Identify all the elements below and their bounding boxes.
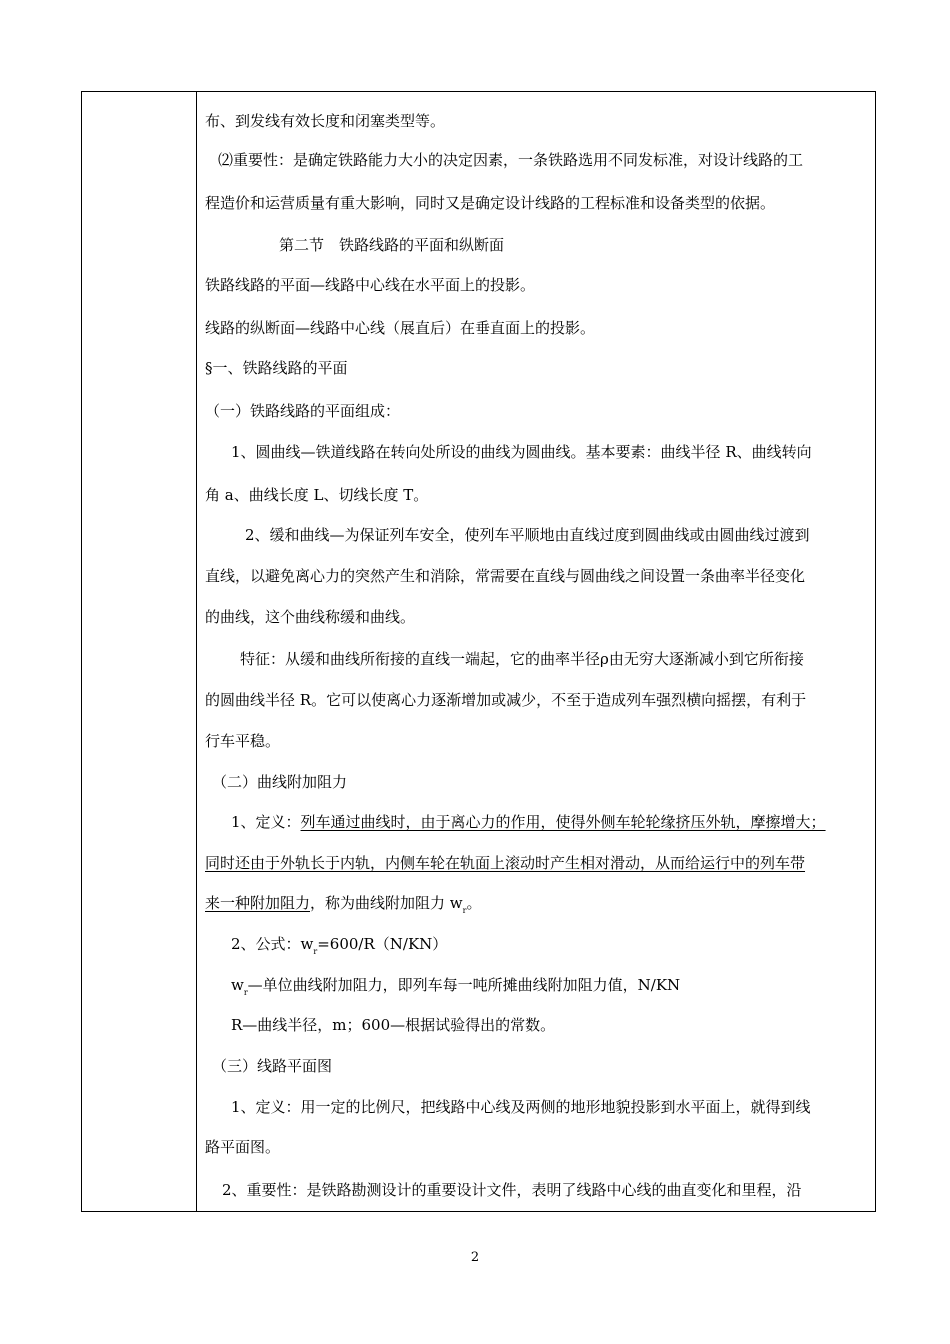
subsection-heading: （三）线路平面图 xyxy=(212,1057,333,1075)
text-line: 2、重要性：是铁路勘测设计的重要设计文件，表明了线路中心线的曲直变化和里程，沿 xyxy=(222,1181,802,1199)
page-number: 2 xyxy=(470,1250,480,1265)
text-line: 特征：从缓和曲线所衔接的直线一端起，它的曲率半径ρ由无穷大逐渐减小到它所衔接 xyxy=(240,650,804,668)
section-heading: 第二节 铁路线路的平面和纵断面 xyxy=(279,236,505,254)
underlined-definition: 来一种附加阻力 xyxy=(205,894,311,912)
text-line: 铁路线路的平面—线路中心线在水平面上的投影。 xyxy=(205,276,536,294)
text-line: 路平面图。 xyxy=(205,1138,281,1156)
subsection-heading: （一）铁路线路的平面组成： xyxy=(205,402,401,420)
text-line: 1、定义：用一定的比例尺，把线路中心线及两侧的地形地貌投影到水平面上，就得到线 xyxy=(231,1098,811,1116)
subsection-heading: §一、铁路线路的平面 xyxy=(205,359,348,377)
left-column-cell xyxy=(82,92,197,1211)
text-line xyxy=(231,812,826,832)
text-line: 的圆曲线半径 R。它可以使离心力逐渐增加或减少，不至于造成列车强烈横向摇摆，有利于 xyxy=(205,691,807,709)
definition-label: 1、定义： xyxy=(231,813,301,831)
text-line xyxy=(231,975,680,998)
underlined-definition: 同时还由于外轨长于内轨，内侧车轮在轨面上滚动时产生相对滑动，从而给运行中的列车带 xyxy=(205,854,806,872)
underlined-definition: 列车通过曲线时，由于离心力的作用，使得外侧车轮轮缘挤压外轨，摩擦增大； xyxy=(300,813,826,831)
text-line: 角 a、曲线长度 L、切线长度 T。 xyxy=(205,486,429,504)
text-line: 2、缓和曲线—为保证列车安全，使列车平顺地由直线过度到圆曲线或由圆曲线过渡到 xyxy=(245,526,810,544)
text-line: 1、圆曲线—铁道线路在转向处所设的曲线为圆曲线。基本要素：曲线半径 R、曲线转向 xyxy=(231,443,812,461)
text-line: ⑵重要性：是确定铁路能力大小的决定因素，一条铁路选用不同发标准，对设计线路的工 xyxy=(218,151,804,169)
text-line: 布、到发线有效长度和闭塞类型等。 xyxy=(205,112,446,130)
content-table xyxy=(81,91,876,1212)
text-line: R—曲线半径，m；600—根据试验得出的常数。 xyxy=(231,1016,556,1034)
text-run: w xyxy=(231,976,244,994)
text-run: 2、公式：w xyxy=(231,935,314,953)
subscript: r xyxy=(462,906,467,915)
subsection-heading: （二）曲线附加阻力 xyxy=(212,773,348,791)
text-run: =600/R（N/KN） xyxy=(317,935,448,953)
text-line xyxy=(205,893,481,916)
text-line: 线路的纵断面—线路中心线（展直后）在垂直面上的投影。 xyxy=(205,319,596,337)
text-line: 行车平稳。 xyxy=(205,732,281,750)
text-run: ，称为曲线附加阻力 w xyxy=(310,894,463,912)
text-run: —单位曲线附加阻力，即列车每一吨所摊曲线附加阻力值，N/KN xyxy=(247,976,681,994)
text-line: 程造价和运营质量有重大影响，同时又是确定设计线路的工程标准和设备类型的依据。 xyxy=(205,194,776,212)
text-line: 的曲线，这个曲线称缓和曲线。 xyxy=(205,608,416,626)
text-run: 。 xyxy=(466,894,482,912)
subscript: r xyxy=(313,947,318,956)
text-line: 直线，以避免离心力的突然产生和消除，常需要在直线与圆曲线之间设置一条曲率半径变化 xyxy=(205,567,806,585)
formula-line xyxy=(231,934,447,957)
subscript: r xyxy=(243,988,248,997)
